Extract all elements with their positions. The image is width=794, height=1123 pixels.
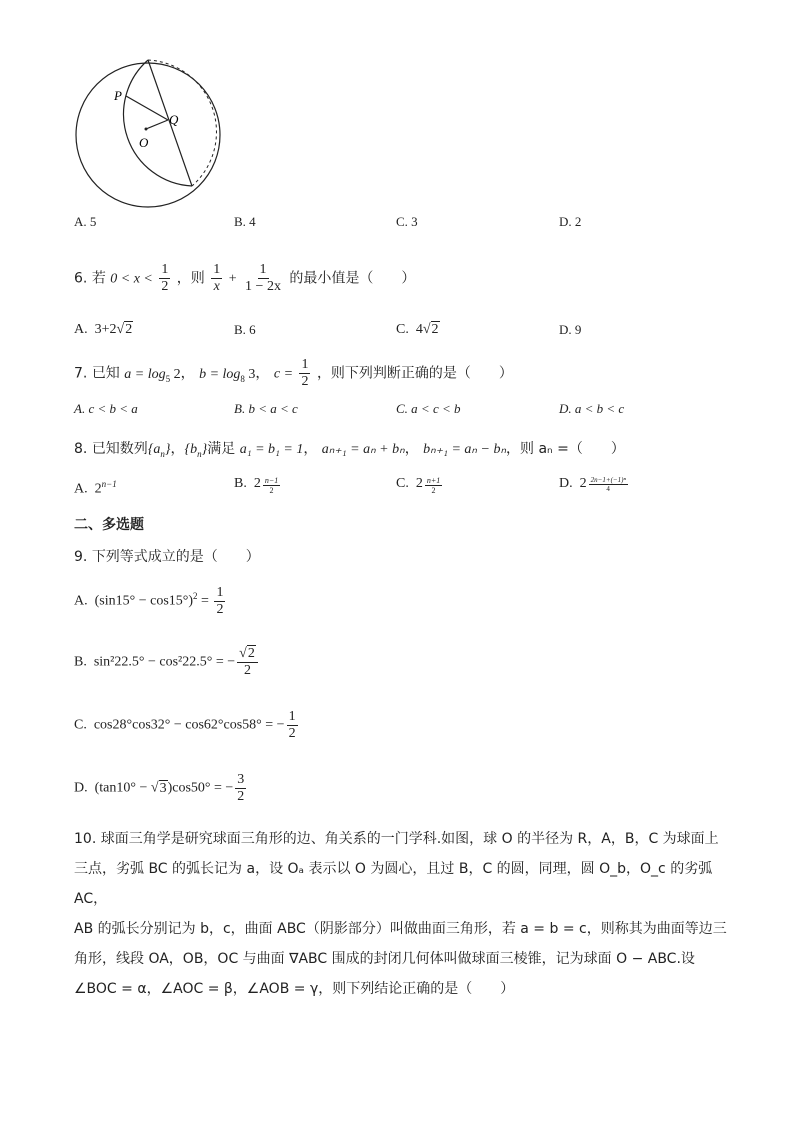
q6-prefix: 若	[91, 270, 106, 287]
q6-mid: ，则	[176, 270, 205, 287]
q7-c-fraction: $\frac{1}{2}$	[301, 357, 309, 389]
q6-suffix: 的最小值是（ ）	[289, 270, 416, 287]
q8-rec1: aₙ₊₁ = aₙ + bₙ	[321, 442, 405, 457]
q8-seq-b: $\{b_n\}$	[184, 442, 208, 459]
label-p: P	[114, 88, 122, 103]
q6-fraction-2: $\frac{1}{1 - 2x}$	[245, 262, 281, 294]
q8-rec2: bₙ₊₁ = aₙ − bₙ	[423, 442, 507, 457]
label-o: O	[139, 135, 149, 150]
q7-c: c =	[273, 366, 294, 382]
inner-arc	[124, 60, 192, 186]
q8-prefix: 已知数列	[91, 441, 148, 457]
q6-condition: 0 < x <	[110, 271, 153, 287]
section-title: 二、多选题	[74, 517, 144, 533]
q8-option-b: B. 2 $\frac{n-1}{2}$	[234, 476, 279, 495]
q9-option-a: A. $(\sin 15^\circ - \cos 15^\circ)^2$ = $\frac{1}{2}$	[74, 585, 224, 617]
question-10	[74, 824, 734, 1004]
question-8: 8. 已知数列$\{a_n\}$，$\{b_n\}$满足 a₁ = b₁ = 1， aₙ₊₁ = aₙ + bₙ， bₙ₊₁ = aₙ − bₙ，则 aₙ =（ ）	[74, 441, 625, 459]
q10-line-4: 角形，线段 OA，OB，OC 与曲面 ∇ABC 围成的封闭几何体叫做球面三棱锥，记为球面 O − ABC.设	[74, 951, 695, 967]
q6-number: 6.	[74, 270, 88, 287]
q7-option-a: A. c < b < a	[74, 401, 138, 416]
q8-number: 8.	[74, 441, 88, 457]
q6-option-c: C. 4√2	[396, 322, 439, 337]
question-6	[74, 262, 415, 295]
q7-option-b: B. b < a < c	[234, 401, 298, 416]
q10-line-1: 10. 球面三角学是研究球面三角形的边、角关系的一门学科.如图，球 O 的半径为 R，A，B，C 为球面上	[74, 831, 719, 847]
q6-plus: +	[228, 271, 237, 287]
q8-option-c: C. 2 $\frac{n+1}{2}$	[396, 476, 441, 495]
q5-option-d: D. 2	[559, 214, 582, 229]
q10-line-3: AB 的弧长分别记为 b，c，曲面 ABC（阴影部分）叫做曲面三角形，若 a = b = c，则称其为曲面等边三	[74, 921, 727, 937]
q6-fraction-1: $\frac{1}{x}$	[213, 262, 221, 294]
q7-b: $b = \log_8 3$	[199, 366, 256, 384]
label-q: Q	[169, 112, 179, 127]
q5-option-a: A. 5	[74, 214, 97, 229]
q6-option-a: A. 3+2√2	[74, 322, 133, 337]
q7-option-c: C. a < c < b	[396, 401, 461, 416]
q7-prefix: 已知	[91, 365, 120, 382]
q10-line-2: 三点，劣弧 BC 的弧长记为 a，设 Oₐ 表示以 O 为圆心，且过 B，C 的圆，同理，圆 O_b，O_c 的劣弧 AC，	[74, 861, 713, 907]
q8-mid: 满足	[207, 441, 236, 457]
q8-init: a₁ = b₁ = 1	[239, 442, 304, 457]
q9-option-c: C. cos28°cos32° − cos62°cos58° = − $\frac{1}{2}$	[74, 709, 296, 741]
q7-number: 7.	[74, 365, 88, 382]
q9-option-b: B. sin²22.5° − cos²22.5° = − $\frac{√2}{2}$	[74, 646, 260, 679]
q9-option-d: D. (tan10° − √3)cos50° = − $\frac{3}{2}$	[74, 772, 245, 804]
q6-option-d: D. 9	[559, 322, 582, 337]
q8-option-a: A. $2^{n-1}$	[74, 479, 117, 497]
question-7: 7. 已知 $a = \log_5 2$， $b = \log_8 3$， c = $\frac{1}{2}$ ，则下列判断正确的是（ ）	[74, 357, 513, 389]
segment-oq	[146, 120, 168, 129]
q9-number: 9.	[74, 549, 88, 565]
q5-option-b: B. 4	[234, 214, 256, 229]
q7-suffix: ，则下列判断正确的是（ ）	[316, 365, 513, 382]
dashed-arc	[148, 60, 216, 186]
q8-seq-a: $\{a_n\}$	[147, 442, 171, 459]
q9-text: 下列等式成立的是（ ）	[91, 549, 260, 565]
q5-option-c: C. 3	[396, 214, 418, 229]
center-point	[145, 128, 148, 131]
q8-ask: ，则 aₙ =（ ）	[506, 441, 625, 457]
q6-cond-fraction: $\frac{1}{2}$	[161, 262, 169, 294]
q10-line-5: ∠BOC = α，∠AOC = β，∠AOB = γ，则下列结论正确的是（ ）	[74, 981, 515, 997]
q7-a: $a = \log_5 2$	[124, 366, 181, 384]
q7-option-d: D. a < b < c	[559, 401, 625, 416]
geometry-figure	[68, 58, 228, 208]
q8-option-d: D. 2 $\frac{\text{2n−1+(−1)ⁿ}}{4}$	[559, 476, 626, 493]
q6-option-b: B. 6	[234, 322, 256, 337]
question-9	[74, 546, 260, 566]
